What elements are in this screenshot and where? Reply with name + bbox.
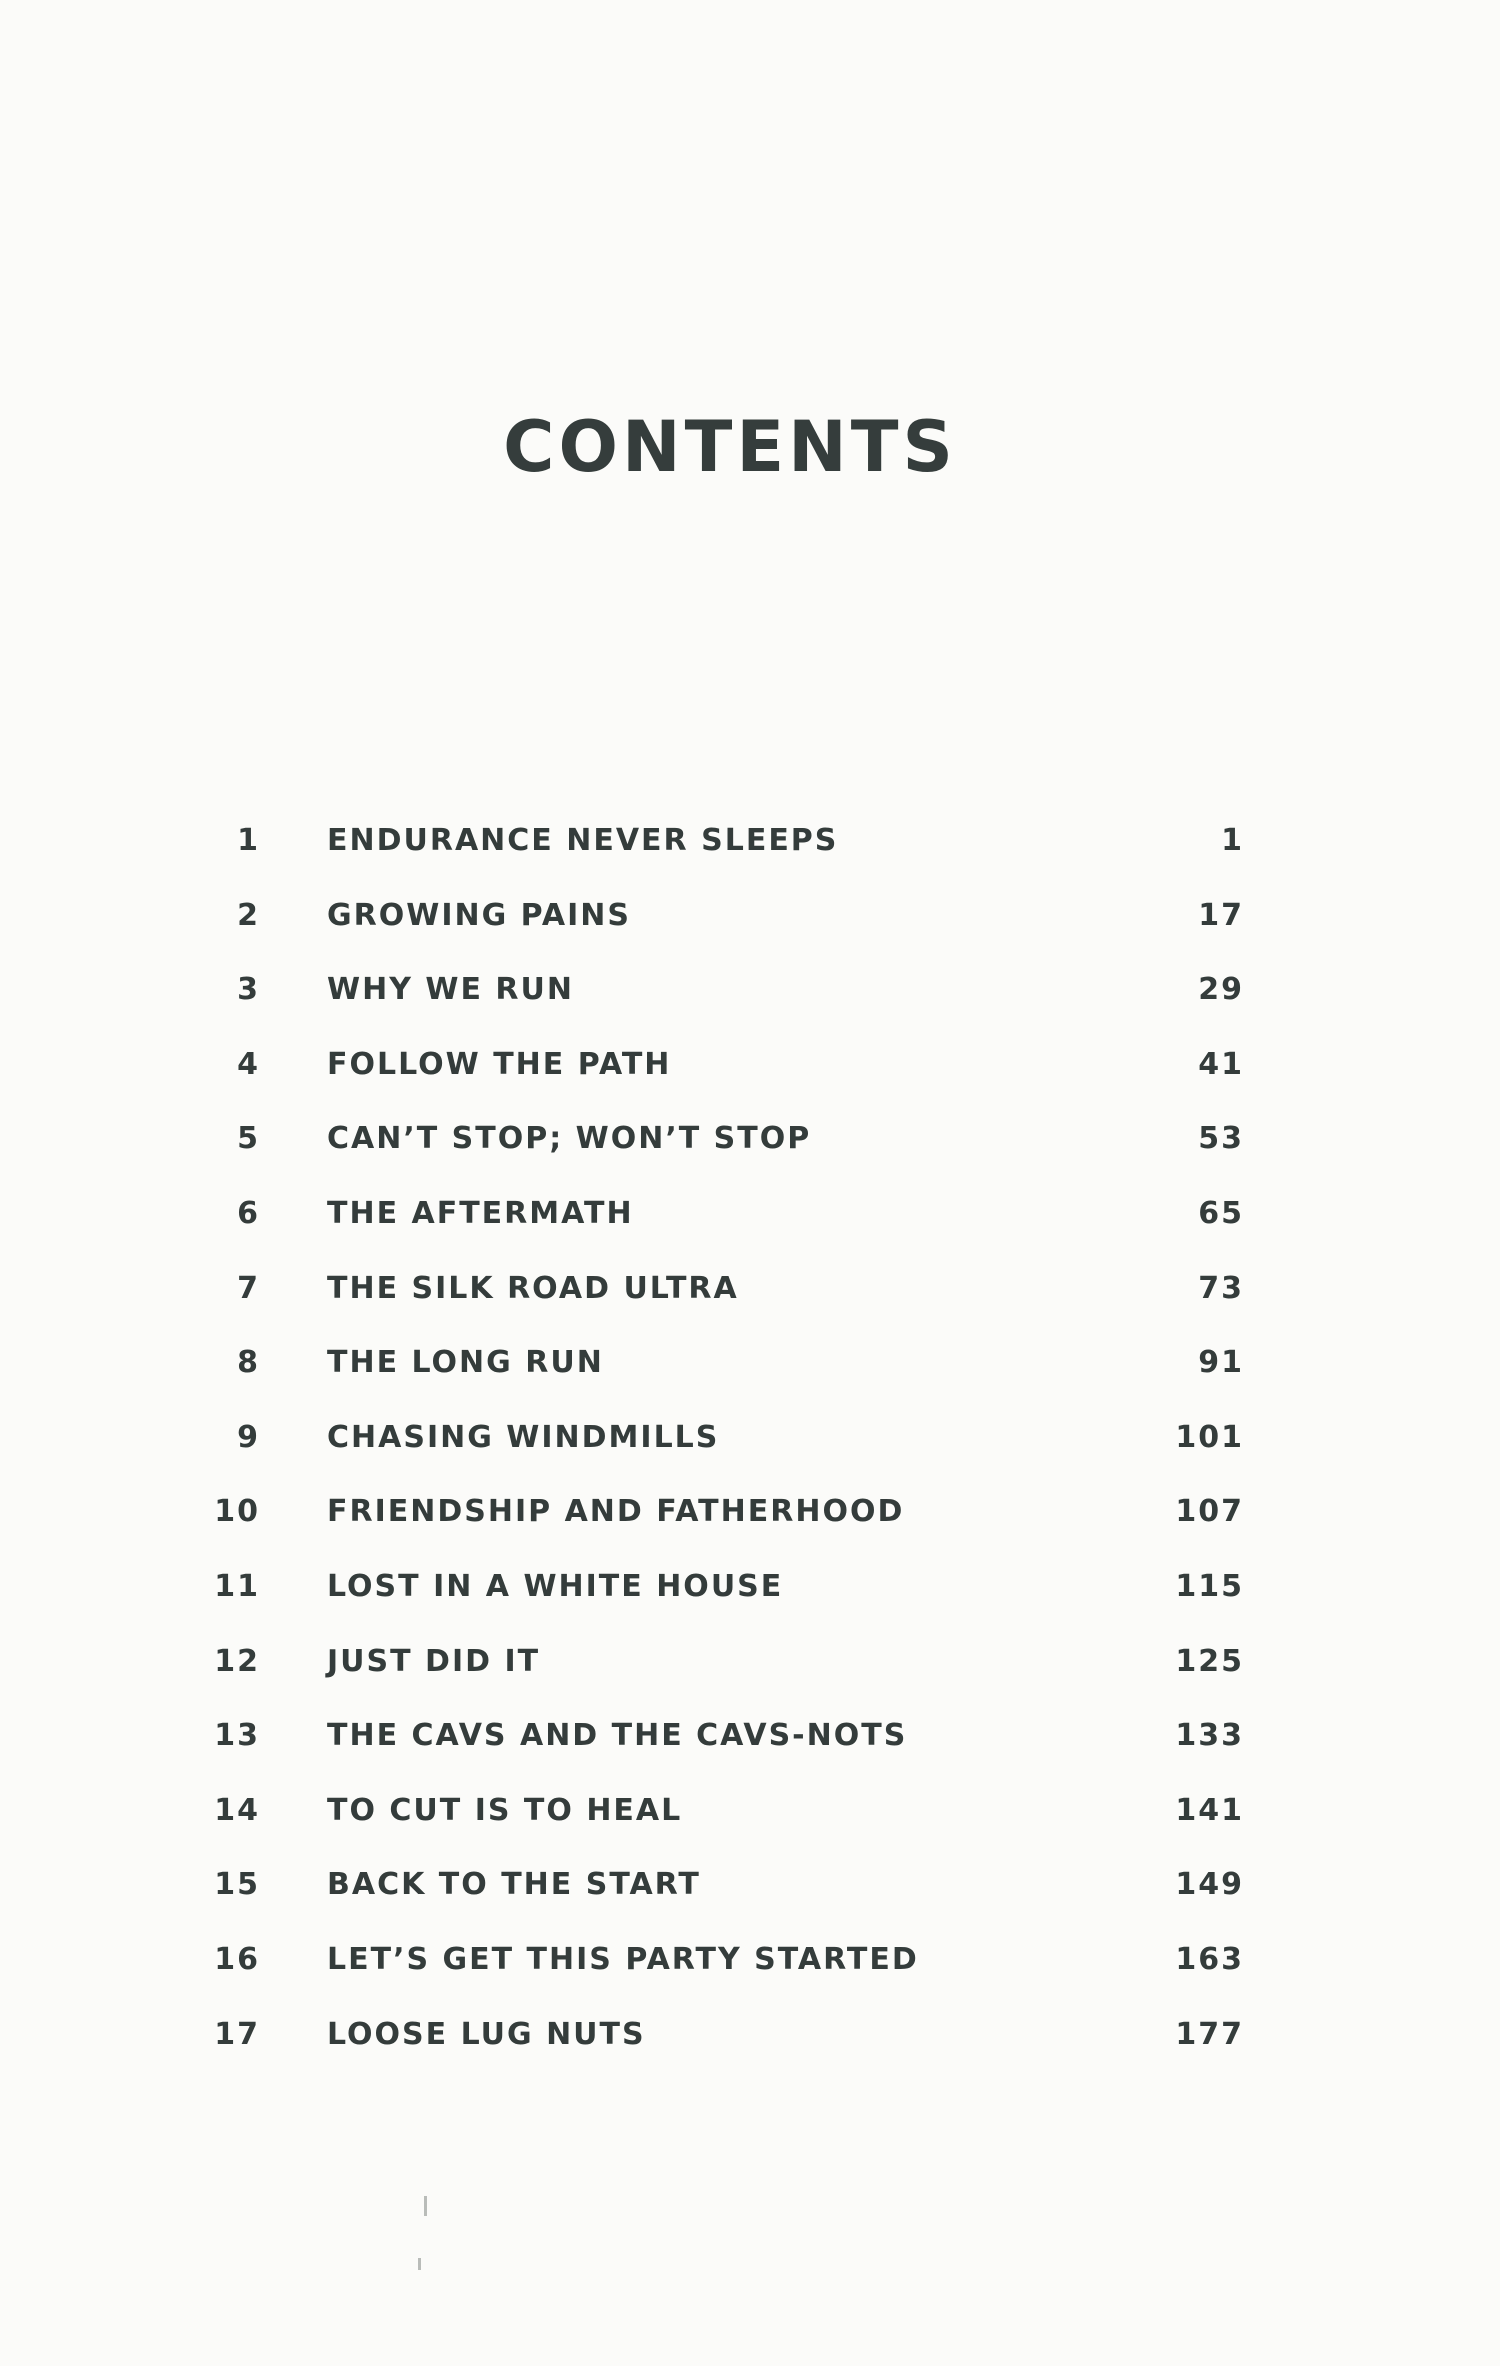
toc-entry xyxy=(0,1046,1500,1125)
chapter-number: 14 xyxy=(214,1792,260,1828)
toc-entry xyxy=(0,823,1500,901)
toc-entry xyxy=(0,1643,1500,1722)
chapter-title: ENDURANCE NEVER SLEEPS xyxy=(327,823,839,858)
page-number: 65 xyxy=(1198,1195,1244,1231)
toc-entry xyxy=(0,1494,1500,1572)
table-of-contents xyxy=(0,823,1500,2094)
chapter-number: 10 xyxy=(214,1494,260,1530)
chapter-number: 9 xyxy=(237,1419,260,1455)
toc-entry xyxy=(0,1121,1500,1199)
scan-mark xyxy=(418,2258,421,2270)
page-number: 17 xyxy=(1198,897,1244,933)
chapter-number: 6 xyxy=(237,1195,260,1231)
chapter-title: JUST DID IT xyxy=(327,1643,541,1679)
page-number: 1 xyxy=(1221,823,1244,858)
toc-entry xyxy=(0,1718,1500,1796)
chapter-title: GROWING PAINS xyxy=(327,897,631,933)
chapter-number: 3 xyxy=(237,972,260,1008)
page-number: 177 xyxy=(1175,2016,1244,2052)
toc-entry xyxy=(0,972,1500,1050)
toc-entry xyxy=(0,1419,1500,1498)
chapter-number: 12 xyxy=(214,1643,260,1679)
chapter-title: CAN’T STOP; WON’T STOP xyxy=(327,1121,812,1157)
page-number: 115 xyxy=(1175,1568,1244,1604)
chapter-number: 5 xyxy=(237,1121,260,1157)
toc-entry xyxy=(0,1941,1500,2020)
chapter-number: 1 xyxy=(237,823,260,858)
chapter-title: BACK TO THE START xyxy=(327,1867,701,1903)
page-number: 53 xyxy=(1198,1121,1244,1157)
chapter-number: 8 xyxy=(237,1345,260,1381)
chapter-title: THE CAVS AND THE CAVS-NOTS xyxy=(327,1718,908,1754)
toc-entry xyxy=(0,1195,1500,1274)
chapter-title: LET’S GET THIS PARTY STARTED xyxy=(327,1941,919,1977)
toc-entry xyxy=(0,1270,1500,1349)
chapter-title: TO CUT IS TO HEAL xyxy=(327,1792,683,1828)
chapter-number: 17 xyxy=(214,2016,260,2052)
chapter-number: 15 xyxy=(214,1867,260,1903)
chapter-title: CHASING WINDMILLS xyxy=(327,1419,720,1455)
toc-entry xyxy=(0,1792,1500,1871)
chapter-title: LOST IN A WHITE HOUSE xyxy=(327,1568,784,1604)
chapter-title: WHY WE RUN xyxy=(327,972,574,1008)
chapter-number: 4 xyxy=(237,1046,260,1082)
page-number: 133 xyxy=(1175,1718,1244,1754)
chapter-title: THE SILK ROAD ULTRA xyxy=(327,1270,739,1306)
page-number: 41 xyxy=(1198,1046,1244,1082)
chapter-number: 7 xyxy=(237,1270,260,1306)
chapter-title: THE LONG RUN xyxy=(327,1345,604,1381)
toc-entry xyxy=(0,1867,1500,1945)
toc-entry xyxy=(0,1345,1500,1423)
toc-entry xyxy=(0,1568,1500,1647)
chapter-number: 11 xyxy=(214,1568,260,1604)
page-number: 163 xyxy=(1175,1941,1244,1977)
scan-mark xyxy=(424,2196,427,2216)
page-number: 29 xyxy=(1198,972,1244,1008)
chapter-title: THE AFTERMATH xyxy=(327,1195,634,1231)
chapter-number: 2 xyxy=(237,897,260,933)
page-title: CONTENTS xyxy=(503,406,957,488)
chapter-title: LOOSE LUG NUTS xyxy=(327,2016,646,2052)
page-number: 91 xyxy=(1198,1345,1244,1381)
chapter-number: 16 xyxy=(214,1941,260,1977)
page-number: 141 xyxy=(1175,1792,1244,1828)
chapter-title: FRIENDSHIP AND FATHERHOOD xyxy=(327,1494,905,1530)
page-number: 107 xyxy=(1175,1494,1244,1530)
page-number: 73 xyxy=(1198,1270,1244,1306)
chapter-number: 13 xyxy=(214,1718,260,1754)
chapter-title: FOLLOW THE PATH xyxy=(327,1046,672,1082)
toc-entry xyxy=(0,897,1500,976)
page-number: 149 xyxy=(1175,1867,1244,1903)
page-number: 101 xyxy=(1175,1419,1244,1455)
toc-entry xyxy=(0,2016,1500,2095)
page-number: 125 xyxy=(1175,1643,1244,1679)
